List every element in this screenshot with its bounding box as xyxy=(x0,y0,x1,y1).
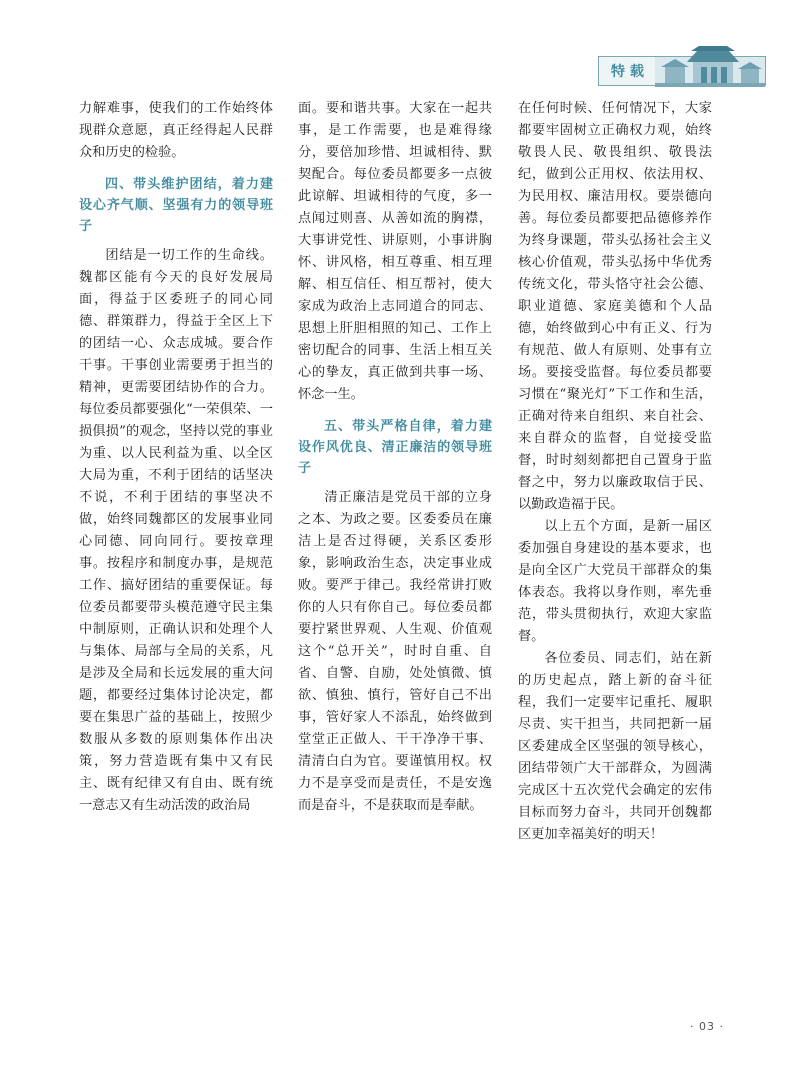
section-label: 特载 xyxy=(611,64,649,80)
paragraph: 在任何时候、任何情况下，大家都要牢固树立正确权力观，始终敬畏人民、敬畏组织、敬畏法纪，做到公正用权、依法用权、为民用权、廉洁用权。要崇德向善。每位委员都要把品德修养作为终身课题，带头弘扬社会主义核心价值观，带头弘扬中华优秀传统文化，带头恪守社会公德、职业道德、家庭美德和个人品德，始终做到心中有正义、行为有规范、做人有原则、处事有立场。要接受监督。每位委员都要习惯在“聚光灯”下工作和生活，正确对待来自组织、来自社会、来自群众的监督，自觉接受监督，时时刻刻都把自己置身于监督之中，努力以廉政取信于民、以勤政造福于民。 xyxy=(518,101,712,512)
section-heading-4: 四、带头维护团结，着力建设心齐气顺、坚强有力的领导班子 xyxy=(79,177,273,234)
paragraph: 面。要和谐共事。大家在一起共事，是工作需要，也是难得缘分，要倍加珍惜、坦诚相待、默契配合。每位委员都要多一点彼此谅解、坦诚相待的气度，多一点闻过则喜、从善如流的胸襟，大事讲党性、讲原则，小事讲胸怀、讲风格，相互尊重、相互理解、相互信任、相互帮衬，使大家成为政治上志同道合的同志、思想上肝胆相照的知己、工作上密切配合的同事、生活上相互关心的挚友，真正做到共事一场、怀念一生。 xyxy=(298,101,492,402)
paragraph: 力解难事，使我们的工作始终体现群众意愿，真正经得起人民群众和历史的检验。 xyxy=(79,101,273,160)
text-column-2 xyxy=(298,98,492,817)
paragraph: 各位委员、同志们，站在新的历史起点，踏上新的奋斗征程，我们一定要牢记重托、履职尽责、实干担当，共同把新一届区委建成全区坚强的领导核心，团结带领广大干部群众，为圆满完成区十五次党代会确定的宏伟目标而努力奋斗，共同开创魏都区更加幸福美好的明天！ xyxy=(518,651,712,842)
text-column-3 xyxy=(518,98,712,846)
paragraph: 清正廉洁是党员干部的立身之本、为政之要。区委委员在廉洁上是否过得硬，关系区委形象，影响政治生态，决定事业成败。要严于律己。我经常讲打败你的人只有你自己。每位委员都要拧紧世界观、人生观、价值观这个“总开关”，时时自重、自省、自警、自励，处处慎微、慎欲、慎独、慎行，管好自己不出事，管好家人不添乱，始终做到堂堂正正做人、干干净净干事、清清白白为官。要谨慎用权。权力不是享受而是责任，不是安逸而是奋斗，不是获取而是奉献。 xyxy=(298,490,492,813)
section-heading-5: 五、带头严格自律，着力建设作风优良、清正廉洁的领导班子 xyxy=(298,419,492,476)
paragraph: 团结是一切工作的生命线。魏都区能有今天的良好发展局面，得益于区委班子的同心同德、群策群力，得益于全区上下的团结一心、众志成城。要合作干事。干事创业需要勇于担当的精神，更需要团结协作的合力。每位委员都要强化“一荣俱荣、一损俱损”的观念，坚持以党的事业为重、以人民利益为重、以全区大局为重，不利于团结的话坚决不说，不利于团结的事坚决不做，始终同魏都区的发展事业同心同德、同向同行。要按章理事。按程序和制度办事，是规范工作、搞好团结的重要保证。每位委员都要带头模范遵守民主集中制原则，正确认识和处理个人与集体、局部与全局的关系，凡是涉及全局和长远发展的重大问题，都要经过集体讨论决定，都要在集思广益的基础上，按照少数服从多数的原则集体作出决策，努力营造既有集中又有民主、既有纪律又有自由、既有统一意志又有生动活泼的政治局 xyxy=(79,248,273,813)
text-column-1 xyxy=(79,98,273,817)
paragraph: 以上五个方面，是新一届区委加强自身建设的基本要求，也是向全区广大党员干部群众的集体表态。我将以身作则，率先垂范，带头贯彻执行，欢迎大家监督。 xyxy=(518,519,712,644)
section-tag xyxy=(598,56,766,86)
building-emblem-icon xyxy=(655,45,765,87)
page-number: · 03 · xyxy=(690,1020,724,1033)
